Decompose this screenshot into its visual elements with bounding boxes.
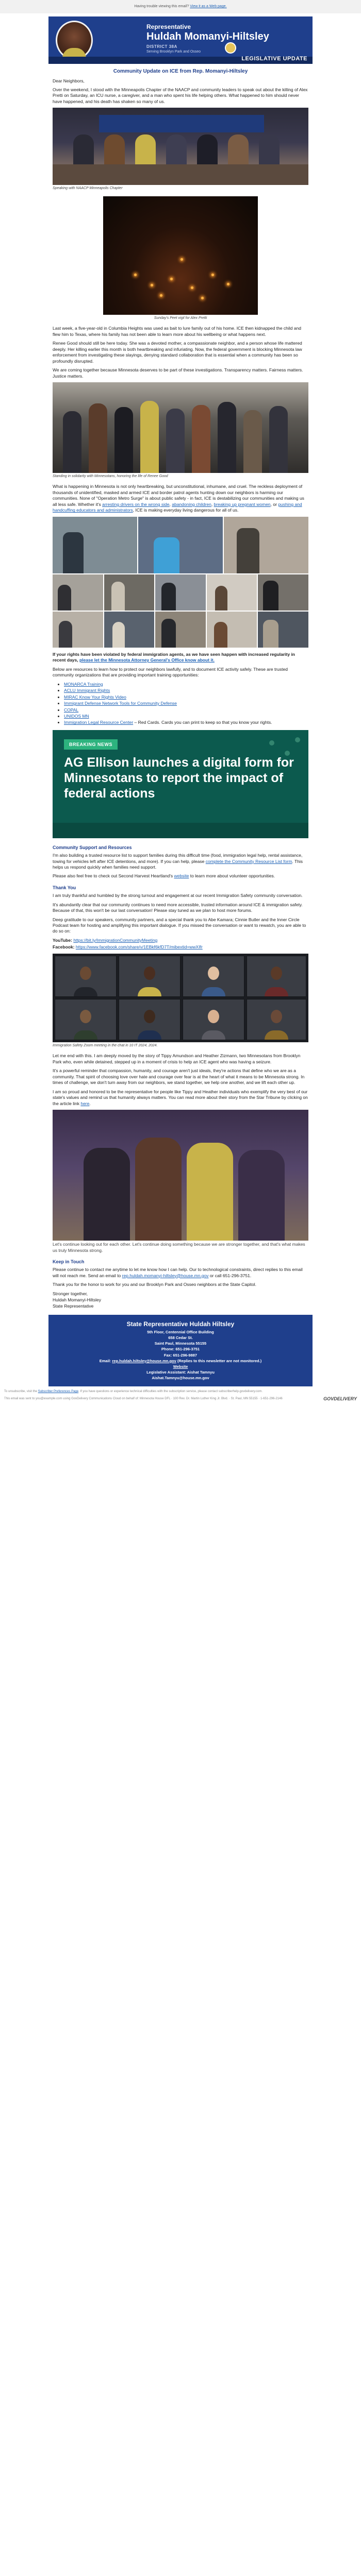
sender-row — [4, 1396, 357, 1402]
footer-website-link[interactable]: Website — [173, 1364, 188, 1369]
view-in-browser-bar — [0, 0, 361, 13]
resource-item — [64, 694, 308, 700]
paragraph-thankful: I am truly thankful and humbled by the strong turnout and engagement at our recent Immigration Safety community conversation. — [53, 893, 303, 899]
footer-aide-email: Aishat.Tamnyu@house.mn.gov — [152, 1376, 209, 1381]
photo-tile-11 — [155, 612, 206, 648]
paragraph-contact: Please continue to contact me anytime to let me know how I can help. Our to technological constraints, direct replies to this email will not reach me. Send an email to rep.huldah.momanyi-hiltsley@house.mn.gov or call 651-296-3751. — [53, 1267, 303, 1278]
vigil-photo — [103, 196, 258, 315]
header-banner — [48, 16, 313, 64]
resource-list — [64, 682, 308, 726]
email-link[interactable]: rep.huldah.momanyi-hiltsley@house.mn.gov — [122, 1273, 209, 1278]
signoff-name: Huldah Momanyi-Hiltsley — [53, 1297, 102, 1302]
photo-tile-4 — [53, 574, 103, 611]
signoff-stronger-together: Stronger together, — [53, 1291, 88, 1296]
view-as-web-page-link[interactable]: View it as a Web page. — [190, 5, 227, 8]
paragraph-compassion: It's a powerful reminder that compassion, humanity, and courage aren't just ideals, they're actions that define who we are as a community. That spirit of choosing love over hate and courage over fear is at the heart of what it means to be Minnesota strong. In times of challenge, we don't turn away from our neighbors, we stand together, we help one another, and we lift each other up. — [53, 1068, 305, 1086]
newsletter-content — [48, 78, 313, 1310]
paragraph-renee-good: Renee Good should still be here today. She was a devoted mother, a compassionate neighbor, and a person whose life mattered deeply. Her killing earlier this month is both heartbreaking and infuriating. Now, the federal government is blocking Minnesota law enforcement from investigating these slayings, denying standard collaboration that is essential when a community has been so profoundly disrupted. — [53, 341, 302, 364]
footer-address-1: 5th Floor, Centennial Office Building — [147, 1330, 214, 1335]
youtube-link[interactable]: https://bit.ly/ImmigrationCommunityMeeting — [73, 937, 158, 943]
paragraph-resource-list: I'm also building a trusted resource list to support families during this difficult time (food, immigration legal help, rental assistance, towing for vehicles left after ICE detentions, and more). If you can help, please complete the Community Resource List form. This helps us respond quickly when families need support. — [53, 853, 303, 870]
greeting: Dear Neighbors, — [53, 78, 85, 83]
representative-photo — [56, 21, 93, 60]
paragraph-tippy-heather: Let me end with this. I am deeply moved by the story of Tippy Amundson and Heather Zizmann, two Minnesotans from Brooklyn Park who, even while detained, stepped up in a moment of crisis to help an ICE agent who was having a seizure. — [53, 1053, 301, 1064]
link-abandoning-children[interactable]: abandoning children — [172, 501, 211, 507]
resource-item — [64, 688, 308, 693]
banner-rep-label: Representative — [146, 23, 191, 30]
resource-link-copal[interactable]: COPAL — [64, 707, 79, 713]
link-star-tribune-article[interactable]: here — [80, 1100, 90, 1106]
view-in-browser-text: Having trouble viewing this email? — [134, 5, 189, 8]
footer-address-3: Saint Paul, Minnesota 55155 — [154, 1341, 207, 1346]
unsubscribe-row — [4, 1389, 357, 1394]
photo-tile-2 — [138, 517, 223, 573]
caption-naacp: Speaking with NAACP Minneapolis Chapter — [53, 187, 123, 191]
footer-contact-block — [48, 1315, 313, 1386]
footer-phone: Phone: 651-296-3751 — [161, 1347, 200, 1352]
paragraph-gratitude: Deep gratitude to our speakers, community partners, and a special thank you to Abe Kamara; Cinnie Butler and the Inner Circle Podcast team for hosting and amplifying this important dialogue. If you missed the conversation or want to rewatch, you are able to do so on: — [53, 917, 306, 934]
legislative-update-label: LEGISLATIVE UPDATE — [241, 56, 307, 62]
banner-district: DISTRICT 38A — [146, 44, 177, 49]
banner-serving: Serving Brooklyn Park and Osseo — [146, 50, 201, 54]
footer-website-line — [53, 1364, 308, 1369]
photo-tile-10 — [104, 612, 155, 648]
protest-photo-grid — [53, 517, 308, 648]
paragraph-resources-intro: Below are resources to learn how to protect our neighbors lawfully, and to document ICE activity safely. These are trusted community organizations that are providing important training opportunities: — [53, 666, 288, 678]
paragraph-unconstitutional: What is happening in Minnesota is not only heartbreaking, but unconstitutional, inhumane, and cruel. The reckless deployment of thousands of unidentified, masked and armed ICE and border patrol agents hunting down our neighbors is harming our communities. None of "Operation Metro Surge" is about public safety - in fact, ICE is destabilizing our communities and making us all less safe. Whether it's arresting drivers on the wrong side, abandoning children, breaking up pregnant women, or pushing and handcuffing educators and administrators, ICE is making everyday living dangerous for all of us. — [53, 484, 304, 513]
footer-email-link[interactable]: rep.huldah.hiltsley@house.mn.gov — [112, 1358, 176, 1363]
signoff-title: State Representative — [53, 1303, 94, 1309]
paragraph-honor: Thank you for the honor to work for you and our Brooklyn Park and Osseo neighbors at the State Capitol. — [53, 1282, 257, 1287]
resource-item: • Immigration Legal Resource Center – Red Cards. Cards you can print to keep so that you know your rights. — [64, 720, 308, 725]
paragraph-investigations: We are coming together because Minnesota deserves to be part of these investigations. Transparency matters. Fairness matters. Justice matters. — [53, 367, 303, 379]
footer-address-2: 658 Cedar St. — [168, 1335, 193, 1341]
email-bottom-meta — [0, 1386, 361, 1402]
link-resource-list-form[interactable]: complete the Community Resource List form — [205, 858, 292, 864]
unsubscribe-text: To unsubscribe, visit the Subscriber Preferences Page. If you have questions or experience technical difficulties with the subscription service, please contact subscriberhelp.govdelivery.com. — [4, 1390, 263, 1394]
resource-item — [64, 682, 308, 687]
ag-card-headline: AG Ellison launches a digital form for Minnesotans to report the impact of federal actions — [64, 755, 294, 801]
resource-link-idn[interactable]: Immigrant Defense Network Tools for Community Defense — [64, 701, 177, 706]
group-photo-tippy-heather — [53, 1110, 308, 1241]
heading-thank-you: Thank You — [53, 885, 76, 890]
resource-link-unidos[interactable]: UNIDOS MN — [64, 714, 89, 719]
resource-link-ilrc[interactable]: Immigration Legal Resource Center — [64, 720, 134, 725]
heading-community-support: Community Support and Resources — [53, 844, 132, 850]
paragraph-proud: I am so proud and honored to be the representative for people like Tippy and Heather individuals who exemplify the very best of our state's values and remind us that humanity always matters. You can read more about their story from the Star Tribune by clicking on the article link here. — [53, 1089, 308, 1106]
newsletter-title: Community Update on ICE from Rep. Momanyi-Hiltsley — [113, 69, 248, 74]
photo-tile-6 — [155, 574, 206, 611]
house-seal-icon — [225, 42, 236, 54]
link-second-harvest-website[interactable]: website — [174, 873, 189, 879]
photo-tile-9 — [53, 612, 103, 648]
photo-tile-13 — [258, 612, 308, 648]
link-arresting-drivers[interactable]: arresting drivers on the wrong side — [102, 501, 170, 507]
facebook-line: Facebook: https://www.facebook.com/share/v/1EBkf6kfD7T/mibextid=wwXIfr — [53, 944, 203, 950]
govdelivery-logo: GOVDELIVERY — [323, 1396, 357, 1402]
paragraph-columbia-heights: Last week, a five-year-old in Columbia Heights was used as bait to lure family out of his home. ICE then kidnapped the child and flew him to Texas, where his family has not been able to learn more about his wellbeing or what happens next. — [53, 326, 301, 337]
zoom-meeting-screenshot — [53, 954, 308, 1042]
youtube-line: YouTube: https://bit.ly/ImmigrationCommunityMeeting — [53, 937, 158, 943]
footer-email-line: Email: rep.huldah.hiltsley@house.mn.gov (Replies to this newsletter are not monitored.) — [99, 1358, 262, 1363]
link-pregnant-women[interactable]: breaking up pregnant women — [214, 501, 271, 507]
sender-text: This email was sent to you@example.com using GovDelivery Communications Cloud on behalf of: Minnesota House DFL · 100 Rev. Dr. Martin Luther King Jr. Blvd. · St. Paul, MN 55155 · 1-651-296-2146 — [4, 1397, 283, 1401]
subscriber-preferences-link[interactable]: Subscriber Preferences Page — [38, 1390, 79, 1394]
link-attorney-general[interactable]: please let the Minnesota Attorney General's Office know about it. — [79, 657, 215, 663]
resource-item — [64, 701, 308, 706]
resource-link-monarca[interactable]: MONARCA Training — [64, 681, 103, 687]
photo-tile-1 — [53, 517, 137, 573]
banner-rep-name: Huldah Momanyi-Hiltsley — [146, 31, 269, 42]
paragraph-second-harvest: Please also feel free to check out Second Harvest Heartland's website to learn more about volunteer opportunities. — [53, 873, 275, 879]
footer-name: State Representative Huldah Hiltsley — [126, 1320, 235, 1328]
caption-zoom: Immigration Safety Zoom meeting in the chat in 10 IT 2024, 2024. — [53, 1043, 158, 1047]
photo-tile-3 — [224, 517, 308, 573]
facebook-link[interactable]: https://www.facebook.com/share/v/1EBkf6kfD7T/mibextid=wwXIfr — [75, 944, 203, 950]
closing-note: Let's continue looking out for each other. Let's continue doing something because we are stronger together, and that's what makes us truly Minnesota strong. — [53, 1242, 305, 1253]
heading-keep-in-touch: Keep in Touch — [53, 1259, 85, 1264]
photo-tile-7 — [207, 574, 257, 611]
caption-vigil: Sunday's Peet vigil for Alex Pretti — [154, 316, 207, 320]
link-educators[interactable]: pushing and handcuffing educators and administrators — [53, 501, 302, 513]
ag-ellison-news-card[interactable] — [53, 730, 308, 838]
photo-tile-8 — [258, 574, 308, 611]
caption-solidarity: Standing in solidarity with Minnesotans, honoring the life of Renee Good — [53, 474, 168, 478]
photo-tile-5 — [104, 574, 155, 611]
paragraph-need-information: It's abundantly clear that our community continues to need more accessible, trusted information around ICE & immigration safety. Because of that, this won't be our last conversation! Please stay tuned as we plan to host more forums. — [53, 902, 303, 913]
resource-link-aclu[interactable]: ACLU Immigrant Rights — [64, 688, 110, 693]
resource-link-mirac[interactable]: MIRAC Know Your Rights Video — [64, 694, 126, 700]
resource-item — [64, 714, 308, 719]
resource-item — [64, 707, 308, 713]
paragraph-naacp: Over the weekend, I stood with the Minneapolis Chapter of the NAACP and community leaders to speak out about the killing of Alex Pretti on Saturday, an ICU nurse, a caregiver, and a man who spent his life helping others. What happened to him should never have happened, and his death has shaken so many of us. — [53, 87, 308, 104]
paragraph-report-violations: If your rights have been violated by federal immigration agents, as we have seen happen with increased regularity in recent days, please let the Minnesota Attorney General's Office know about it. — [53, 651, 295, 663]
footer-fax: Fax: 651-296-9887 — [163, 1352, 198, 1358]
solidarity-photo — [53, 382, 308, 473]
naacp-press-conference-photo — [53, 108, 308, 185]
footer-aide: Legislative Assistant: Aishat Tamnyu — [146, 1369, 215, 1375]
newsletter-body — [48, 16, 313, 1386]
breaking-news-badge: BREAKING NEWS — [64, 739, 118, 750]
photo-tile-12 — [207, 612, 257, 648]
